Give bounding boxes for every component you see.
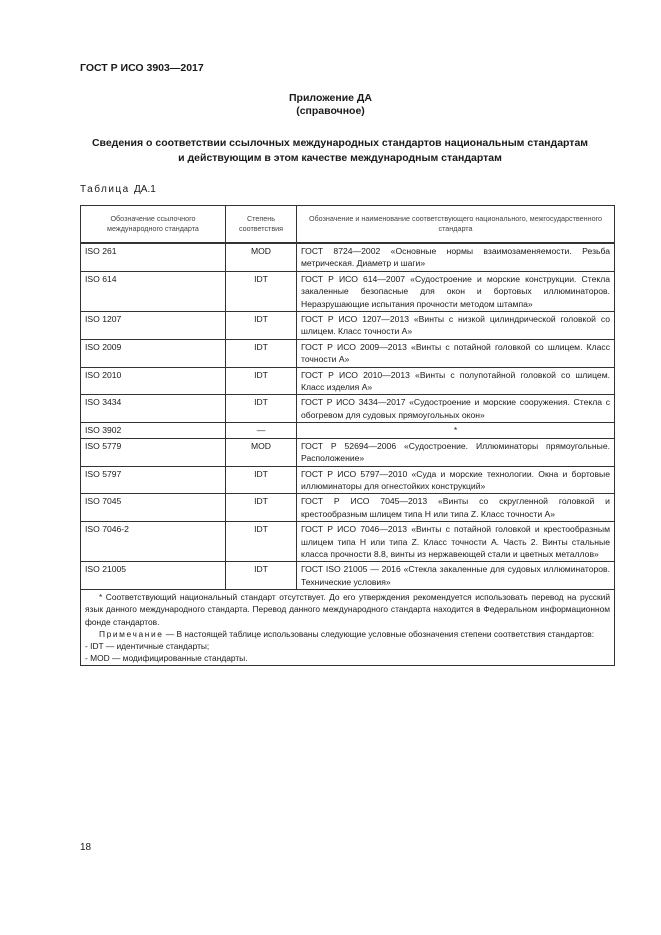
national-standard-cell: ГОСТ 8724—2002 «Основные нормы взаимозаменяемости. Резьба метрическая. Диаметр и шаги»	[297, 243, 615, 271]
table-row	[81, 271, 615, 311]
table-footer-row	[81, 590, 615, 666]
table-row	[81, 243, 615, 271]
national-standard-cell: ГОСТ Р ИСО 5797—2010 «Суда и морские технологии. Окна и бортовые иллюминаторы для огнестойких конструкций»	[297, 466, 615, 494]
national-standard-cell: ГОСТ Р ИСО 2010—2013 «Винты с полупотайной головкой со шлицем. Класс изделия А»	[297, 367, 615, 395]
table-caption	[80, 184, 156, 195]
national-standard-cell: ГОСТ Р ИСО 1207—2013 «Винты с низкой цилиндрической головкой со шлицем. Класс точности А»	[297, 312, 615, 340]
table-header-row	[81, 206, 615, 244]
reference-cell: ISO 261	[81, 243, 226, 271]
table-row	[81, 312, 615, 340]
document-id: ГОСТ Р ИСО 3903—2017	[80, 62, 204, 74]
degree-cell: IDT	[226, 494, 297, 522]
reference-cell: ISO 5797	[81, 466, 226, 494]
table-row	[81, 423, 615, 438]
reference-cell: ISO 3434	[81, 395, 226, 423]
reference-cell: ISO 7045	[81, 494, 226, 522]
table-row	[81, 367, 615, 395]
degree-cell: MOD	[226, 438, 297, 466]
reference-cell: ISO 3902	[81, 423, 226, 438]
legend-mod: - MOD — модифицированные стандарты.	[85, 653, 248, 664]
reference-cell: ISO 614	[81, 271, 226, 311]
national-standard-cell: ГОСТ Р ИСО 614—2007 «Судостроение и морские конструкции. Стекла закаленные безопасные для окон и бортовых иллюминаторов. Неразрушающие испытания прочности методом штампа»	[297, 271, 615, 311]
annex-heading	[0, 92, 661, 118]
national-standard-cell: ГОСТ Р ИСО 7045—2013 «Винты со скругленной головкой и крестообразным шлицем типа H или типа Z. Класс точности А»	[297, 494, 615, 522]
degree-cell: MOD	[226, 243, 297, 271]
degree-cell: IDT	[226, 395, 297, 423]
section-heading	[80, 136, 600, 166]
column-header-national-standard: Обозначение и наименование соответствующего национального, межгосударственного стандарта	[297, 206, 615, 244]
table-footer	[81, 590, 615, 666]
degree-cell: IDT	[226, 339, 297, 367]
table-row	[81, 562, 615, 590]
reference-cell: ISO 5779	[81, 438, 226, 466]
note-text: — В настоящей таблице использованы следующие условные обозначения степени соответствия стандартов:	[163, 628, 595, 639]
footnote: * Соответствующий национальный стандарт отсутствует. До его утверждения рекомендуется использовать перевод на русский язык данного международного стандарта. Перевод данного международного стандарта находится в Федеральном информационном фонде стандартов.	[85, 592, 610, 627]
annex-kind: (справочное)	[296, 105, 365, 117]
column-header-reference: Обозначение ссылочного международного стандарта	[81, 206, 226, 244]
legend-idt: - IDT — идентичные стандарты;	[85, 640, 210, 651]
annex-title: Приложение ДА	[289, 92, 372, 104]
table-row	[81, 466, 615, 494]
national-standard-cell: ГОСТ Р 52694—2006 «Судостроение. Иллюминаторы прямоугольные. Расположение»	[297, 438, 615, 466]
degree-cell: IDT	[226, 466, 297, 494]
national-standard-cell: ГОСТ Р ИСО 2009—2013 «Винты с потайной головкой со шлицем. Класс точности А»	[297, 339, 615, 367]
table-caption-word: Таблица	[80, 184, 130, 195]
reference-cell: ISO 2010	[81, 367, 226, 395]
note	[85, 628, 610, 640]
reference-cell: ISO 2009	[81, 339, 226, 367]
degree-cell: IDT	[226, 522, 297, 562]
table-row	[81, 522, 615, 562]
standards-table	[80, 205, 615, 666]
degree-cell: —	[226, 423, 297, 438]
section-heading-line-1: Сведения о соответствии ссылочных международных стандартов национальным стандартам	[91, 137, 589, 149]
table-row	[81, 339, 615, 367]
column-header-degree: Степень соответствия	[226, 206, 297, 244]
table-row	[81, 494, 615, 522]
degree-cell: IDT	[226, 312, 297, 340]
national-standard-cell: ГОСТ Р ИСО 3434—2017 «Судостроение и морские сооружения. Стекла с обогревом для судовых прямоугольных окон»	[297, 395, 615, 423]
degree-cell: IDT	[226, 562, 297, 590]
national-standard-cell: ГОСТ Р ИСО 7046—2013 «Винты с потайной головкой и крестообразным шлицем типа H или типа Z. Класс точности А. Часть 2. Винты стальные класса прочности 8.8, винты из нержавеющей стали и цветных металлов»	[297, 522, 615, 562]
page-number: 18	[80, 842, 92, 853]
reference-cell: ISO 7046-2	[81, 522, 226, 562]
degree-cell: IDT	[226, 367, 297, 395]
table-caption-number: ДА.1	[134, 184, 156, 195]
national-standard-cell: ГОСТ ISO 21005 — 2016 «Стекла закаленные для судовых иллюминаторов. Технические условия»	[297, 562, 615, 590]
degree-cell: IDT	[226, 271, 297, 311]
reference-cell: ISO 21005	[81, 562, 226, 590]
note-word: Примечание	[99, 628, 164, 639]
section-heading-line-2: и действующим в этом качестве международным стандартам	[178, 152, 502, 164]
table-row	[81, 395, 615, 423]
reference-cell: ISO 1207	[81, 312, 226, 340]
table-row	[81, 438, 615, 466]
national-standard-cell: *	[297, 423, 615, 438]
